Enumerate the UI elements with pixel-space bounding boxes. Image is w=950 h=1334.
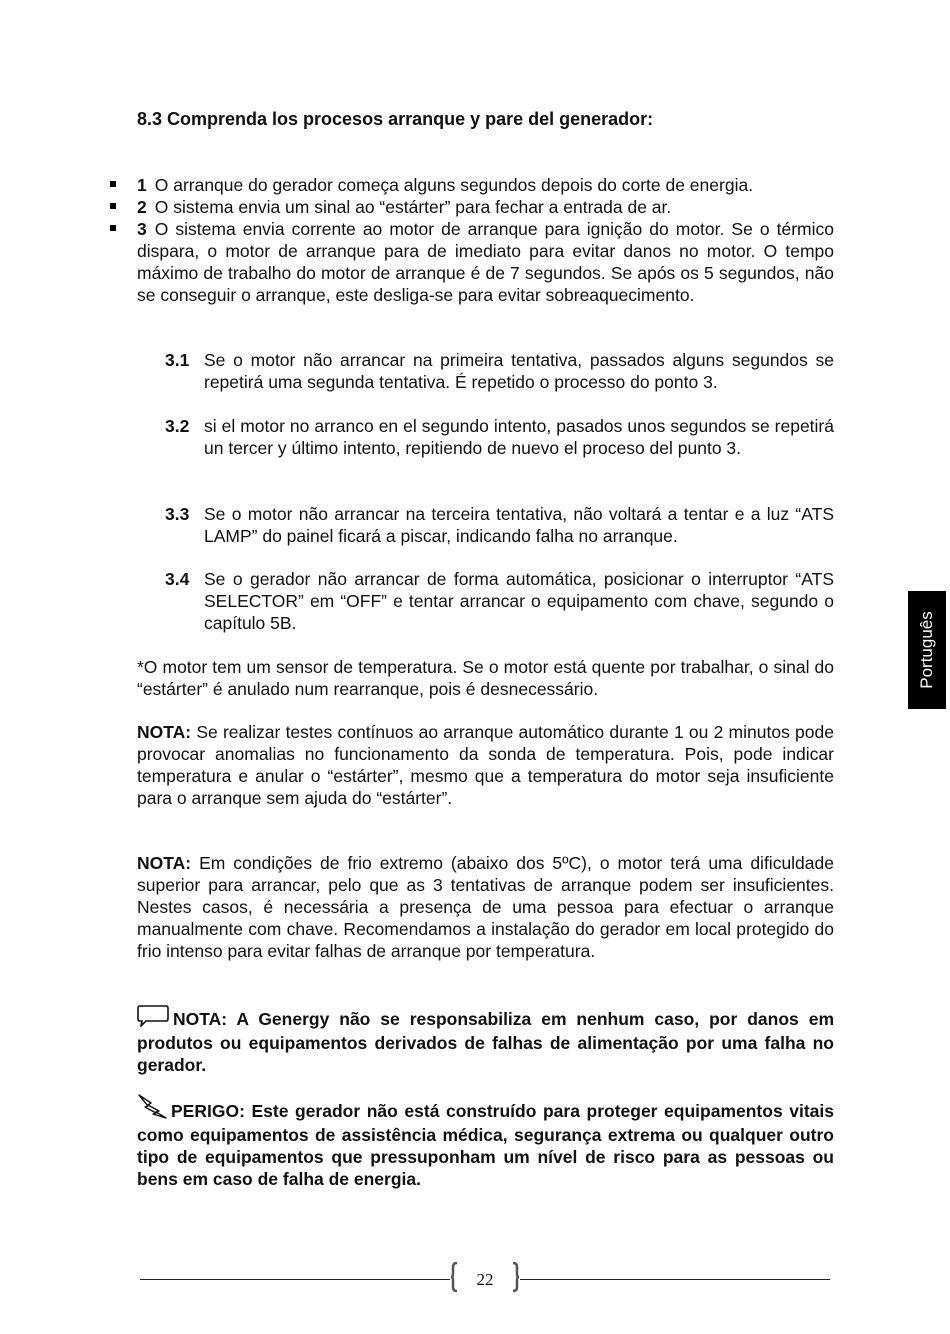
speech-bubble-icon: [137, 1005, 169, 1032]
list-item: [108, 196, 834, 218]
right-brace-icon: [512, 1262, 520, 1292]
sub-item: [165, 415, 834, 459]
sub-item: [165, 349, 834, 393]
lightning-bolt-icon: [137, 1093, 167, 1124]
list-item: [108, 174, 834, 196]
step-text: O sistema envia corrente ao motor de arranque para ignição do motor. Se o térmico dispara, o motor de arranque para de imediato para evitar danos no motor. O tempo máximo de trabalho do motor de arranque é de 7 segundos. Se após os 5 segundos, não se conseguir o arranque, este desliga-se para evitar sobreaquecimento.: [137, 219, 834, 305]
disclaimer-text: NOTA: A Genergy não se responsabiliza em nenhum caso, por danos em produtos ou equipamentos derivados de falhas de alimentação por uma falha no gerador.: [137, 1009, 834, 1075]
note-text: Se realizar testes contínuos ao arranque automático durante 1 ou 2 minutos pode provocar anomalias no funcionamento da sonda de temperatura. Pois, pode indicar temperatura e anular o “estárter”, mesmo que a temperatura do motor seja insuficiente para o arranque sem ajuda do “estárter”.: [137, 722, 834, 808]
sub-item-text: Se o motor não arrancar na terceira tentativa, não voltará a tentar e a luz “ATS LAMP” do painel ficará a piscar, indicando falha no arranque.: [204, 504, 834, 546]
left-brace-icon: [450, 1262, 458, 1292]
sensor-note: *O motor tem um sensor de temperatura. Se o motor está quente por trabalhar, o sinal do “estárter” é anulado num rearranque, pois é desnecessário.: [137, 657, 834, 699]
footer-rule-left: [140, 1279, 450, 1280]
step-text: O sistema envia um sinal ao “estárter” para fechar a entrada de ar.: [154, 197, 672, 217]
list-item: [108, 218, 834, 306]
sub-item-number: 3.4: [165, 569, 190, 589]
note-text: Em condições de frio extremo (abaixo dos 5ºC), o motor terá uma dificuldade superior para arrancar, pelo que as 3 tentativas de arranque podem ser insuficientes. Nestes casos, é necessária a presença de uma pessoa para efectuar o arranque manualmente com chave. Recomendamos a instalação do gerador em local protegido do frio intenso para evitar falhas de arranque por temperatura.: [137, 853, 834, 961]
note-paragraph: [137, 852, 834, 962]
sub-item-number: 3.1: [165, 350, 190, 370]
sub-item: [165, 568, 834, 634]
sub-item-text: Se o motor não arrancar na primeira tentativa, passados alguns segundos se repetirá uma segunda tentativa. É repetido o processo do ponto 3.: [204, 350, 834, 392]
sub-item-number: 3.2: [165, 416, 190, 436]
language-tab: [908, 591, 946, 709]
steps-list: [108, 174, 834, 306]
step-number: 1: [137, 175, 147, 195]
note-label: NOTA:: [137, 853, 192, 873]
sub-item-text: si el motor no arranco en el segundo intento, pasados unos segundos se repetirá un tercer y último intento, repitiendo de nuevo el proceso del punto 3.: [204, 416, 834, 458]
step-number: 3: [137, 219, 147, 239]
danger-text: PERIGO: Este gerador não está construído para proteger equipamentos vitais como equipamentos de assistência médica, segurança extrema ou qualquer outro tipo de equipamentos que pressuponham um nível de risco para as pessoas ou bens em caso de falha de energia.: [137, 1101, 834, 1189]
sub-item-text: Se o gerador não arrancar de forma automática, posicionar o interruptor “ATS SELECTOR” em “OFF” e tentar arrancar o equipamento com chave, segundo o capítulo 5B.: [204, 569, 834, 633]
page-number: 22: [476, 1270, 494, 1289]
sub-item-number: 3.3: [165, 504, 190, 524]
step-number: 2: [137, 197, 147, 217]
note-label: NOTA:: [137, 722, 192, 742]
language-tab-label: Português: [917, 611, 936, 689]
section-heading: 8.3 Comprenda los procesos arranque y pare del generador:: [137, 109, 654, 129]
note-paragraph: [137, 721, 834, 809]
disclaimer-note: [137, 1005, 834, 1076]
danger-note: [137, 1093, 834, 1190]
footer-rule-right: [520, 1279, 830, 1280]
step-text: O arranque do gerador começa alguns segundos depois do corte de energia.: [154, 175, 754, 195]
sub-item: [165, 503, 834, 547]
